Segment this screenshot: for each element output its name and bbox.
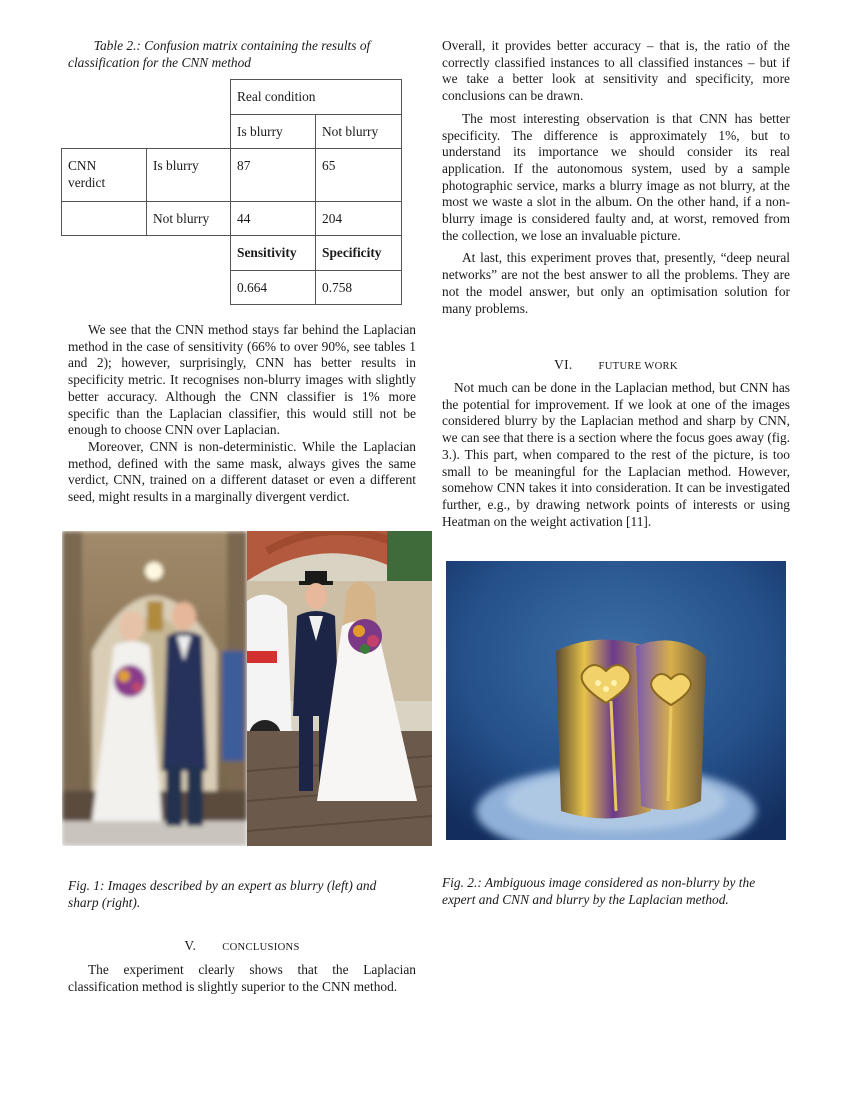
left-column-text xyxy=(68,322,416,506)
specificity-value: 0.758 xyxy=(322,280,353,295)
figure-1-sharp-photo xyxy=(247,531,432,846)
section-heading-future-work xyxy=(442,357,790,376)
figure-2-caption xyxy=(442,875,792,908)
conclusions-text xyxy=(68,962,416,995)
figure-2-caption-line-1: Fig. 2.: Ambiguous image considered as non-blurry by the xyxy=(442,875,756,890)
right-column-text xyxy=(442,38,790,317)
paragraph: The most interesting observation is that CNN has better specificity. The difference is approximately 1%, but to understand its importance we should consider its real application. If the autonomous system, used by a sample photographic service, marks a blurry image as not blurry, at the most we waste a slot in the album. On the other hand, if a non-blurry image is considered faulty and, at worst, removed from the collection, we lose an invaluable picture. xyxy=(442,110,790,243)
real-condition-header: Real condition xyxy=(237,89,316,104)
sensitivity-value: 0.664 xyxy=(237,280,268,295)
section-title: FUTURE WORK xyxy=(598,361,678,372)
table-caption-line-2: classification for the CNN method xyxy=(68,54,252,70)
figure-1-caption-line-1: Fig. 1: Images described by an expert as blurry (left) and xyxy=(68,878,377,893)
table-caption-line-1: Table 2.: Confusion matrix containing the results of xyxy=(93,38,371,53)
wedding-rings-photo xyxy=(446,561,786,840)
cell-true-negative: 204 xyxy=(322,211,343,226)
table-caption xyxy=(61,38,403,71)
section-number: VI. xyxy=(554,357,573,372)
paragraph: At last, this experiment proves that, presently, “deep neural networks” are not the best answer to all the problems. They are not the model answer, but only an optimisation solution for many problems. xyxy=(442,250,790,316)
figure-1-caption-line-2: sharp (right). xyxy=(68,894,141,910)
future-work-text xyxy=(442,380,790,530)
section-heading-conclusions xyxy=(68,938,416,957)
figure-2-caption-line-2: expert and CNN and blurry by the Laplacian method. xyxy=(442,891,729,907)
col-header-is-blurry: Is blurry xyxy=(237,124,283,139)
paragraph: Overall, it provides better accuracy – that is, the ratio of the correctly classified instances to all classified instances – but if we take a better look at sensitivity and specificity, more conclusions can be drawn. xyxy=(442,38,790,104)
cell-false-negative: 44 xyxy=(237,211,251,226)
paragraph: We see that the CNN method stays far behind the Laplacian method in the case of sensitivity (66% to over 90%, see tables 1 and 2); however, surprisingly, CNN has better results in specificity metric. It recognises non-blurry images with slightly better accuracy. Although the CNN classifier is 1% more specific than the Laplacian classifier, this would still not be enough to choose CNN over Laplacian. xyxy=(68,322,416,438)
cell-true-positive: 87 xyxy=(237,158,251,173)
row-group-line-2: verdict xyxy=(68,175,106,190)
col-header-not-blurry: Not blurry xyxy=(322,124,379,139)
section-title: CONCLUSIONS xyxy=(222,942,300,953)
sharp-wedding-photo xyxy=(247,531,432,846)
paragraph: The experiment clearly shows that the Laplacian classification method is slightly superior to the CNN method. xyxy=(68,962,416,994)
paragraph: Moreover, CNN is non-deterministic. While the Laplacian method, defined with the same mask, always gives the same verdict, CNN, trained on a different dataset or even a different seed, might results in a marginally divergent verdict. xyxy=(68,438,416,505)
paragraph: Not much can be done in the Laplacian method, but CNN has the potential for improvement. If we look at one of the images considered blurry by the Laplacian method and sharp by CNN, we can see that there is a section where the focus goes away (fig. 3.). This part, when compared to the rest of the picture, is too small to be meaningful for the Laplacian method. However, somehow CNN takes it into consideration. It can be investigated further, e.g., by drawing network points of interests or using Heatman on the weight activation [11]. xyxy=(442,380,791,529)
row-header-is-blurry: Is blurry xyxy=(153,158,199,173)
row-group-line-1: CNN xyxy=(68,158,97,173)
figure-1-caption xyxy=(68,878,418,911)
section-number: V. xyxy=(184,938,197,953)
figure-2-rings-photo xyxy=(446,561,786,840)
specificity-label: Specificity xyxy=(322,245,382,260)
row-group-cnn-verdict xyxy=(62,149,146,191)
figure-1-blurry-photo xyxy=(62,531,247,846)
sensitivity-label: Sensitivity xyxy=(237,245,297,260)
blurry-wedding-photo xyxy=(62,531,247,846)
row-header-not-blurry: Not blurry xyxy=(153,211,210,226)
confusion-matrix-table xyxy=(61,79,403,306)
cell-false-positive: 65 xyxy=(322,158,336,173)
